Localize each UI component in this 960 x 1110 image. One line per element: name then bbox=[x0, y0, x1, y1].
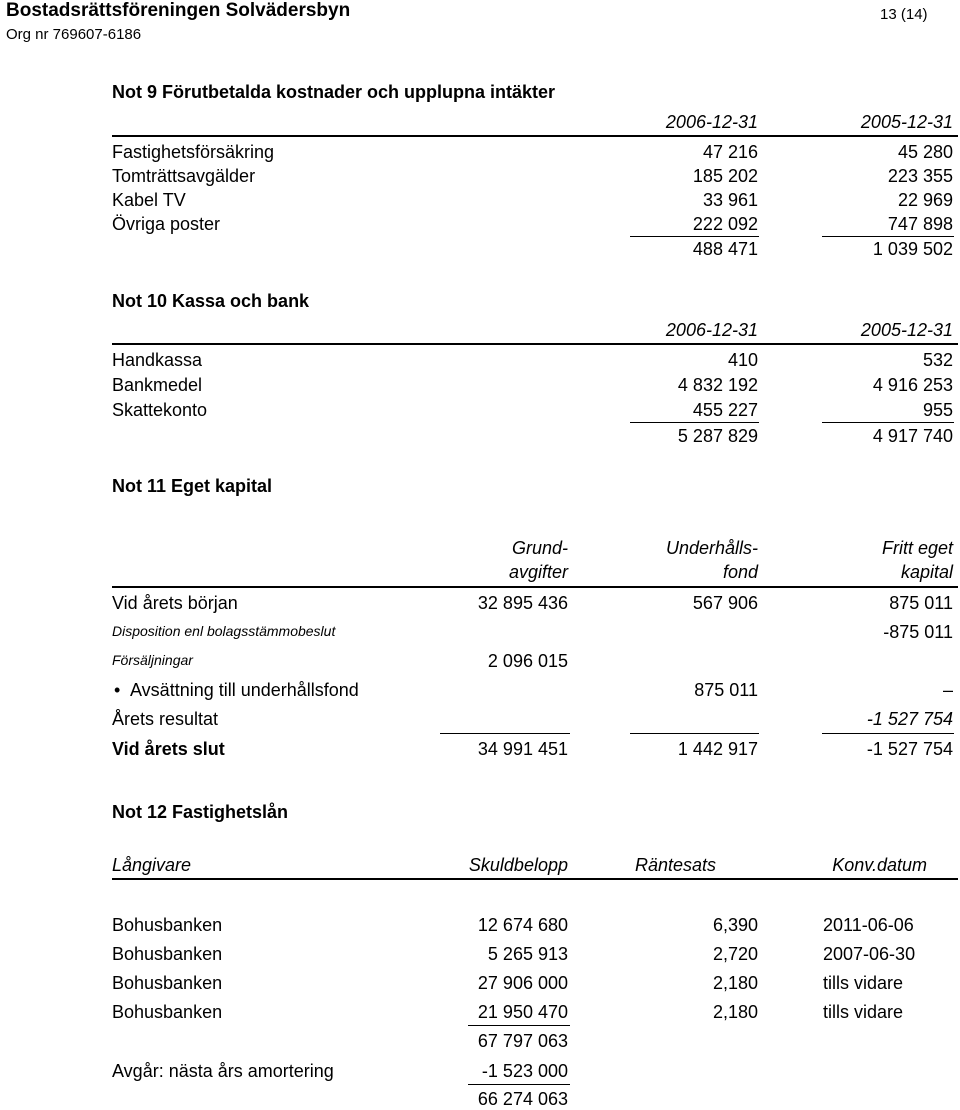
note11-col2-header-line2: fond bbox=[722, 562, 758, 582]
note11-result-v3: -1 527 754 bbox=[866, 709, 953, 729]
note12-amortization-label: Avgår: nästa års amortering bbox=[112, 1061, 334, 1081]
note11-disposition-v3: -875 011 bbox=[883, 622, 953, 642]
note11-col2-header-line1: Underhålls- bbox=[665, 538, 758, 558]
note11-allocation-v2: 875 011 bbox=[694, 680, 758, 700]
note12-row-debt: 5 265 913 bbox=[487, 944, 568, 964]
note9-col2-header: 2005-12-31 bbox=[860, 112, 953, 132]
note10-sum-rule-1 bbox=[630, 422, 759, 423]
note9-row-v2: 22 969 bbox=[897, 190, 953, 210]
note9-sum-rule-1 bbox=[630, 236, 759, 237]
note10-header-rule bbox=[112, 343, 958, 345]
note11-start-v3: 875 011 bbox=[889, 593, 953, 613]
note12-subtotal-rule bbox=[468, 1025, 570, 1026]
note12-total-rule bbox=[468, 1084, 570, 1085]
note12-row-debt: 27 906 000 bbox=[477, 973, 568, 993]
note11-start-label: Vid årets början bbox=[112, 593, 238, 613]
note12-title: Not 12 Fastighetslån bbox=[112, 802, 289, 822]
note11-allocation-v3: – bbox=[942, 680, 953, 700]
note11-start-v1: 32 895 436 bbox=[477, 593, 568, 613]
note10-row-v1: 455 227 bbox=[692, 400, 758, 420]
note12-row-rate: 2,720 bbox=[712, 944, 758, 964]
note9-total-1: 488 471 bbox=[692, 239, 758, 259]
note11-end-v1: 34 991 451 bbox=[477, 739, 568, 759]
note11-end-label: Vid årets slut bbox=[112, 739, 225, 759]
note9-row-label: Övriga poster bbox=[112, 214, 221, 234]
note11-col3-header-line2: kapital bbox=[900, 562, 953, 582]
note12-row-date: 2007-06-30 bbox=[823, 944, 916, 964]
note12-col-lender: Långivare bbox=[112, 855, 192, 875]
note12-row-date: tills vidare bbox=[823, 1002, 904, 1022]
note12-col-date: Konv.datum bbox=[832, 855, 927, 875]
note9-row-v1: 222 092 bbox=[692, 214, 758, 234]
note12-subtotal: 67 797 063 bbox=[477, 1031, 568, 1051]
note9-row-v2: 45 280 bbox=[897, 142, 953, 162]
note10-row-v2: 4 916 253 bbox=[872, 375, 953, 395]
note11-end-v2: 1 442 917 bbox=[677, 739, 758, 759]
note10-row-label: Handkassa bbox=[112, 350, 203, 370]
note10-row-v1: 410 bbox=[727, 350, 758, 370]
note9-total-2: 1 039 502 bbox=[872, 239, 953, 259]
note12-header-rule bbox=[112, 878, 958, 880]
note9-col1-header: 2006-12-31 bbox=[665, 112, 758, 132]
note11-col3-header-line1: Fritt eget bbox=[881, 538, 953, 558]
note9-header-rule bbox=[112, 135, 958, 137]
note9-sum-rule-2 bbox=[822, 236, 954, 237]
note12-row-lender: Bohusbanken bbox=[112, 1002, 223, 1022]
note12-row-rate: 2,180 bbox=[712, 1002, 758, 1022]
note9-title: Not 9 Förutbetalda kostnader och upplupna intäkter bbox=[112, 82, 556, 102]
note11-sum-rule-3 bbox=[822, 733, 954, 734]
note12-row-lender: Bohusbanken bbox=[112, 944, 223, 964]
note9-row-v1: 47 216 bbox=[702, 142, 758, 162]
note11-sum-rule-2 bbox=[630, 733, 759, 734]
note11-allocation-label: Avsättning till underhållsfond bbox=[130, 680, 359, 700]
note12-row-debt: 21 950 470 bbox=[477, 1002, 568, 1022]
note11-sum-rule-1 bbox=[440, 733, 570, 734]
note11-sales-label: Försäljningar bbox=[112, 652, 193, 668]
note9-row-v2: 223 355 bbox=[887, 166, 953, 186]
company-name: Bostadsrättsföreningen Solvädersbyn bbox=[6, 0, 351, 21]
note10-col1-header: 2006-12-31 bbox=[665, 320, 758, 340]
note9-row-label: Kabel TV bbox=[112, 190, 186, 210]
note10-row-label: Skattekonto bbox=[112, 400, 208, 420]
note9-row-v1: 185 202 bbox=[692, 166, 758, 186]
note12-col-rate: Räntesats bbox=[635, 855, 717, 875]
note10-sum-rule-2 bbox=[822, 422, 954, 423]
note10-total-1: 5 287 829 bbox=[677, 426, 758, 446]
note12-row-rate: 6,390 bbox=[712, 915, 758, 935]
note9-row-v1: 33 961 bbox=[702, 190, 758, 210]
note11-end-v3: -1 527 754 bbox=[866, 739, 953, 759]
page-number: 13 (14) bbox=[880, 6, 928, 23]
note11-col1-header-line1: Grund- bbox=[511, 538, 568, 558]
note12-row-date: 2011-06-06 bbox=[823, 915, 914, 935]
note12-col-debt: Skuldbelopp bbox=[468, 855, 568, 875]
note12-row-lender: Bohusbanken bbox=[112, 973, 223, 993]
note9-row-label: Fastighetsförsäkring bbox=[112, 142, 275, 162]
note12-row-lender: Bohusbanken bbox=[112, 915, 223, 935]
org-number: Org nr 769607-6186 bbox=[6, 26, 142, 43]
note10-row-v1: 4 832 192 bbox=[677, 375, 758, 395]
note11-col1-header-line2: avgifter bbox=[508, 562, 568, 582]
note10-row-label: Bankmedel bbox=[112, 375, 203, 395]
note11-disposition-label: Disposition enl bolagsstämmobeslut bbox=[112, 623, 336, 639]
note12-total: 66 274 063 bbox=[477, 1089, 568, 1109]
note11-header-rule bbox=[112, 586, 958, 588]
note11-sales-v1: 2 096 015 bbox=[487, 651, 568, 671]
note10-row-v2: 955 bbox=[922, 400, 953, 420]
note12-row-debt: 12 674 680 bbox=[477, 915, 568, 935]
note11-title: Not 11 Eget kapital bbox=[112, 476, 273, 496]
note11-result-label: Årets resultat bbox=[112, 709, 219, 729]
note12-row-date: tills vidare bbox=[823, 973, 904, 993]
note10-row-v2: 532 bbox=[922, 350, 953, 370]
bullet-icon: • bbox=[114, 680, 121, 700]
note10-title: Not 10 Kassa och bank bbox=[112, 291, 310, 311]
note11-start-v2: 567 906 bbox=[692, 593, 758, 613]
note12-row-rate: 2,180 bbox=[712, 973, 758, 993]
note9-row-label: Tomträttsavgälder bbox=[112, 166, 256, 186]
note10-col2-header: 2005-12-31 bbox=[860, 320, 953, 340]
note12-amortization-value: -1 523 000 bbox=[481, 1061, 568, 1081]
note10-total-2: 4 917 740 bbox=[872, 426, 953, 446]
note9-row-v2: 747 898 bbox=[887, 214, 953, 234]
